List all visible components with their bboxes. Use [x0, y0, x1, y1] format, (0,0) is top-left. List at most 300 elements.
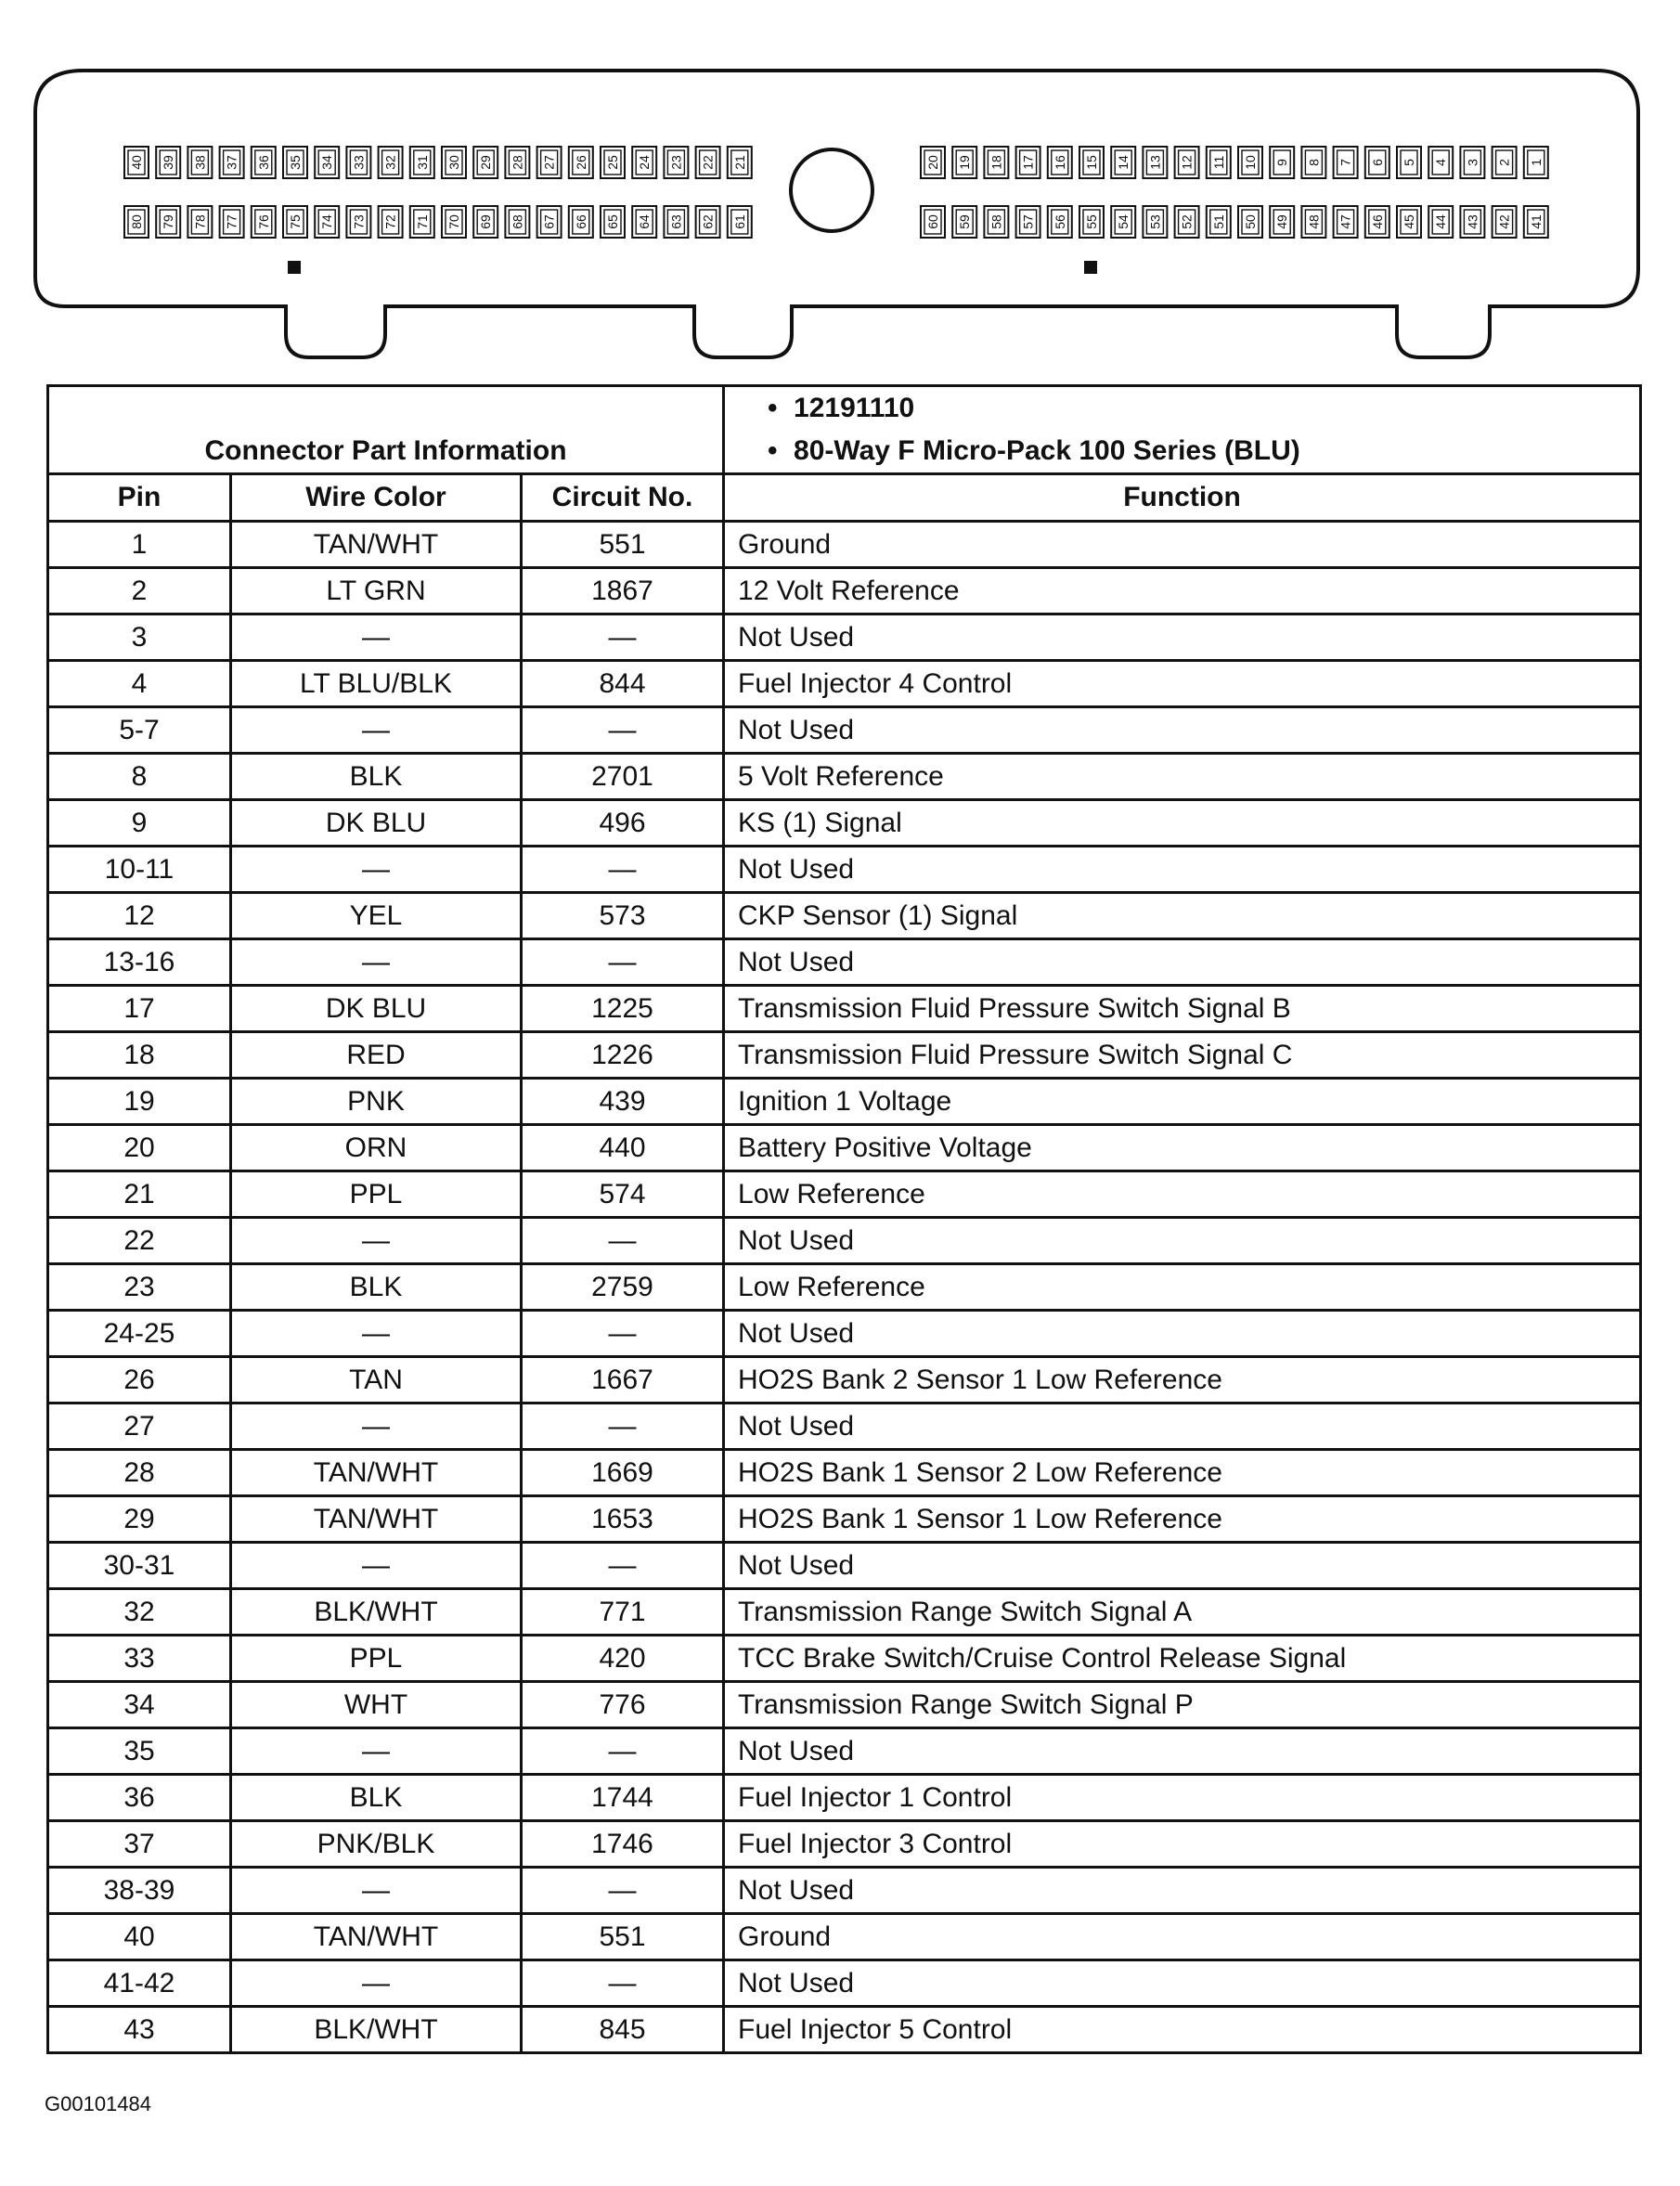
pin-number-label: 32 [382, 155, 398, 170]
circuit-cell: 1746 [522, 1821, 724, 1868]
pin-cavity [1365, 147, 1389, 178]
table-row [48, 1218, 1641, 1264]
pin-number-label: 28 [510, 155, 525, 170]
pin-number-label: 35 [288, 155, 303, 170]
circuit-cell: — [522, 1403, 724, 1450]
circuit-cell: 1226 [522, 1032, 724, 1079]
part-description: • 80-Way F Micro-Pack 100 Series (BLU) [768, 435, 1300, 466]
circuit-cell: 1653 [522, 1496, 724, 1543]
pin-cavity [601, 147, 625, 178]
pin-cavity [187, 206, 212, 238]
wire-color-cell: — [231, 1543, 522, 1589]
pin-number-label: 8 [1306, 159, 1322, 166]
pin-number-label: 46 [1369, 214, 1385, 229]
pin-cell: 5-7 [48, 707, 231, 754]
wire-color-cell: — [231, 939, 522, 986]
pin-cavity [664, 147, 688, 178]
pin-cavity [283, 147, 307, 178]
table-row [48, 707, 1641, 754]
pin-cavity [952, 147, 976, 178]
pin-cavity [473, 206, 498, 238]
pin-number-label: 52 [1179, 214, 1195, 229]
pin-cavity [1111, 147, 1135, 178]
function-cell: Not Used [724, 1311, 1641, 1357]
pin-cavity [921, 147, 945, 178]
function-cell: Transmission Fluid Pressure Switch Signal B [724, 986, 1641, 1032]
wire-color-cell: TAN [231, 1357, 522, 1403]
table-row [48, 1357, 1641, 1403]
pin-cavity [1175, 206, 1199, 238]
wire-color-cell: YEL [231, 893, 522, 939]
column-header-function: Function [724, 474, 1641, 522]
pin-number-label: 13 [1147, 155, 1163, 170]
table-row [48, 847, 1641, 893]
pin-cavity [505, 206, 529, 238]
pin-number-label: 5 [1402, 159, 1416, 166]
pin-number-label: 54 [1116, 214, 1131, 229]
circuit-cell: 776 [522, 1682, 724, 1728]
pin-number-label: 39 [161, 155, 176, 170]
pin-number-label: 63 [668, 214, 684, 229]
pin-number-label: 21 [731, 155, 747, 170]
function-cell: Ground [724, 522, 1641, 568]
pin-number-label: 59 [957, 214, 973, 229]
pin-cavity [156, 147, 180, 178]
function-cell: Not Used [724, 1960, 1641, 2007]
wire-color-cell: PPL [231, 1636, 522, 1682]
pin-number-label: 73 [351, 214, 367, 229]
wire-color-cell: — [231, 1868, 522, 1914]
pin-cavity [664, 206, 688, 238]
pin-cavity [1079, 147, 1104, 178]
pin-number-label: 3 [1465, 159, 1480, 166]
wire-color-cell: LT BLU/BLK [231, 661, 522, 707]
circuit-cell: — [522, 1218, 724, 1264]
pin-cavity [442, 147, 466, 178]
connector-diagram [0, 0, 1680, 371]
pin-cell: 30-31 [48, 1543, 231, 1589]
pin-number-label: 56 [1052, 214, 1067, 229]
pin-cell: 34 [48, 1682, 231, 1728]
circuit-cell: — [522, 847, 724, 893]
pin-cavity [537, 206, 562, 238]
pin-cell: 3 [48, 614, 231, 661]
table-row [48, 1496, 1641, 1543]
pin-cell: 9 [48, 800, 231, 847]
pin-cavity [442, 206, 466, 238]
pin-number-label: 58 [989, 214, 1004, 229]
pin-number-label: 71 [414, 214, 430, 229]
function-cell: Not Used [724, 847, 1641, 893]
pin-number-label: 4 [1433, 159, 1449, 166]
pin-number-label: 41 [1528, 214, 1544, 229]
table-row [48, 614, 1641, 661]
circuit-cell: — [522, 707, 724, 754]
pin-cavity [473, 147, 498, 178]
pin-cavity [124, 147, 149, 178]
circuit-cell: 1667 [522, 1357, 724, 1403]
wire-color-cell: TAN/WHT [231, 1450, 522, 1496]
function-cell: Not Used [724, 939, 1641, 986]
circuit-cell: 771 [522, 1589, 724, 1636]
pin-cavity [220, 147, 244, 178]
pin-cell: 17 [48, 986, 231, 1032]
table-row [48, 1960, 1641, 2007]
table-row [48, 1868, 1641, 1914]
pin-cavity [1397, 206, 1421, 238]
pin-cell: 4 [48, 661, 231, 707]
part-number: • 12191110 [768, 393, 915, 423]
circuit-cell: 551 [522, 522, 724, 568]
pin-cavity [1460, 206, 1484, 238]
pin-number-label: 50 [1243, 214, 1258, 229]
pin-cavity [410, 206, 434, 238]
pin-number-label: 61 [731, 214, 747, 229]
column-header-row [48, 474, 1641, 522]
pin-cell: 26 [48, 1357, 231, 1403]
circuit-cell: 573 [522, 893, 724, 939]
circuit-cell: 2759 [522, 1264, 724, 1311]
function-cell: Ground [724, 1914, 1641, 1960]
table-row [48, 1450, 1641, 1496]
table-row [48, 1775, 1641, 1821]
pin-number-label: 55 [1084, 214, 1099, 229]
table-row [48, 661, 1641, 707]
pin-cavity [124, 206, 149, 238]
pin-number-label: 14 [1116, 155, 1131, 170]
pin-number-label: 2 [1496, 159, 1512, 166]
wire-color-cell: — [231, 847, 522, 893]
wire-color-cell: WHT [231, 1682, 522, 1728]
wire-color-cell: BLK [231, 754, 522, 800]
wire-color-cell: PPL [231, 1171, 522, 1218]
function-cell: Ignition 1 Voltage [724, 1079, 1641, 1125]
wire-color-cell: BLK/WHT [231, 1589, 522, 1636]
pin-cavity [952, 206, 976, 238]
function-cell: Fuel Injector 1 Control [724, 1775, 1641, 1821]
pin-number-label: 1 [1528, 159, 1544, 166]
pin-number-label: 25 [605, 155, 620, 170]
circuit-cell: 1867 [522, 568, 724, 614]
pin-number-label: 47 [1338, 214, 1353, 229]
function-cell: Not Used [724, 1728, 1641, 1775]
pin-cell: 1 [48, 522, 231, 568]
pin-cavity [1270, 206, 1294, 238]
pin-number-label: 23 [668, 155, 684, 170]
table-row [48, 568, 1641, 614]
pin-cell: 33 [48, 1636, 231, 1682]
wire-color-cell: BLK [231, 1264, 522, 1311]
wire-color-cell: DK BLU [231, 986, 522, 1032]
circuit-cell: — [522, 1868, 724, 1914]
circuit-cell: 439 [522, 1079, 724, 1125]
pin-number-label: 17 [1020, 155, 1036, 170]
pin-cavity [1460, 147, 1484, 178]
wire-color-cell: PNK [231, 1079, 522, 1125]
pin-cavity [1524, 147, 1548, 178]
pin-cavity [1079, 206, 1104, 238]
pin-cell: 21 [48, 1171, 231, 1218]
pin-number-label: 60 [925, 214, 940, 229]
pin-cavity [1524, 206, 1548, 238]
pin-cell: 22 [48, 1218, 231, 1264]
pin-number-label: 7 [1338, 159, 1353, 166]
column-header-circuit-no: Circuit No. [522, 474, 724, 522]
function-cell: HO2S Bank 1 Sensor 2 Low Reference [724, 1450, 1641, 1496]
pin-cavity [1270, 147, 1294, 178]
circuit-cell: 496 [522, 800, 724, 847]
pin-cell: 41-42 [48, 1960, 231, 2007]
function-cell: 12 Volt Reference [724, 568, 1641, 614]
pin-number-label: 76 [255, 214, 271, 229]
wire-color-cell: — [231, 1960, 522, 2007]
pin-number-label: 34 [319, 155, 335, 170]
pin-cavity [1048, 206, 1072, 238]
pin-number-label: 43 [1465, 214, 1480, 229]
wire-color-cell: — [231, 1728, 522, 1775]
polarity-marker-right [1084, 261, 1097, 274]
pin-cavity [1397, 147, 1421, 178]
pin-number-label: 10 [1243, 155, 1258, 170]
pin-number-label: 75 [288, 214, 303, 229]
wire-color-cell: PNK/BLK [231, 1821, 522, 1868]
pin-cell: 32 [48, 1589, 231, 1636]
pin-cavity [1301, 206, 1325, 238]
pin-cavity [346, 206, 370, 238]
pin-number-label: 9 [1274, 159, 1290, 166]
circuit-cell: 551 [522, 1914, 724, 1960]
pin-number-label: 64 [637, 214, 653, 229]
table-row [48, 1682, 1641, 1728]
table-row [48, 1821, 1641, 1868]
table-row [48, 1914, 1641, 1960]
wire-color-cell: — [231, 1218, 522, 1264]
function-cell: Not Used [724, 1868, 1641, 1914]
circuit-cell: 574 [522, 1171, 724, 1218]
pin-cell: 35 [48, 1728, 231, 1775]
circuit-cell: — [522, 1543, 724, 1589]
wire-color-cell: BLK [231, 1775, 522, 1821]
function-cell: CKP Sensor (1) Signal [724, 893, 1641, 939]
pin-cavity [1016, 206, 1040, 238]
pin-cavity [1334, 147, 1358, 178]
function-cell: Transmission Range Switch Signal P [724, 1682, 1641, 1728]
function-cell: Low Reference [724, 1171, 1641, 1218]
pin-number-label: 65 [605, 214, 620, 229]
pin-cavity [1143, 147, 1167, 178]
wire-color-cell: — [231, 707, 522, 754]
function-cell: Not Used [724, 707, 1641, 754]
pin-cavity [1238, 206, 1262, 238]
table-row [48, 1032, 1641, 1079]
table-row [48, 1171, 1641, 1218]
pin-number-label: 74 [319, 214, 335, 229]
pin-cavity [1048, 147, 1072, 178]
pin-cavity [315, 206, 339, 238]
figure-id: G00101484 [45, 2092, 151, 2115]
pin-number-label: 49 [1274, 214, 1290, 229]
circuit-cell: — [522, 1960, 724, 2007]
pin-cavity [505, 147, 529, 178]
pin-cavity [1365, 206, 1389, 238]
pin-cavity [984, 206, 1008, 238]
pin-number-label: 62 [700, 214, 716, 229]
table-row [48, 1264, 1641, 1311]
pin-number-label: 31 [414, 155, 430, 170]
pin-number-label: 37 [224, 155, 239, 170]
column-header-wire-color: Wire Color [231, 474, 522, 522]
pin-number-label: 45 [1402, 214, 1416, 229]
table-row [48, 1636, 1641, 1682]
pin-number-label: 26 [573, 155, 588, 170]
table-row [48, 986, 1641, 1032]
wire-color-cell: BLK/WHT [231, 2007, 522, 2053]
pin-cavity [1238, 147, 1262, 178]
pin-number-label: 11 [1210, 155, 1226, 170]
pin-number-label: 69 [478, 214, 494, 229]
function-cell: Transmission Range Switch Signal A [724, 1589, 1641, 1636]
table-row [48, 522, 1641, 568]
circuit-cell: — [522, 614, 724, 661]
pin-number-label: 48 [1306, 214, 1322, 229]
pin-cavity [1493, 206, 1517, 238]
pin-number-label: 44 [1433, 214, 1449, 229]
circuit-cell: 2701 [522, 754, 724, 800]
pin-cell: 13-16 [48, 939, 231, 986]
pin-number-label: 42 [1496, 214, 1512, 229]
part-info-row [48, 386, 1641, 474]
wire-color-cell: TAN/WHT [231, 522, 522, 568]
pin-cell: 23 [48, 1264, 231, 1311]
wire-color-cell: — [231, 614, 522, 661]
pin-cell: 38-39 [48, 1868, 231, 1914]
pin-number-label: 51 [1210, 214, 1226, 229]
pin-cell: 24-25 [48, 1311, 231, 1357]
pin-cavity [696, 147, 720, 178]
pin-cavity [156, 206, 180, 238]
pin-number-label: 80 [129, 214, 144, 229]
pin-cavity [346, 147, 370, 178]
table-row [48, 2007, 1641, 2053]
circuit-cell: — [522, 1311, 724, 1357]
pin-number-label: 16 [1052, 155, 1067, 170]
pin-number-label: 30 [446, 155, 461, 170]
pin-cavity [1334, 206, 1358, 238]
wire-color-cell: LT GRN [231, 568, 522, 614]
function-cell: 5 Volt Reference [724, 754, 1641, 800]
pin-cavity [632, 206, 656, 238]
pin-number-label: 6 [1369, 159, 1385, 166]
pin-cell: 19 [48, 1079, 231, 1125]
function-cell: Battery Positive Voltage [724, 1125, 1641, 1171]
table-row [48, 1079, 1641, 1125]
pin-number-label: 53 [1147, 214, 1163, 229]
pin-number-label: 15 [1084, 155, 1099, 170]
pin-cell: 10-11 [48, 847, 231, 893]
circuit-cell: 1669 [522, 1450, 724, 1496]
pin-cavity [1428, 206, 1453, 238]
pin-cavity [1143, 206, 1167, 238]
pin-cavity [1301, 147, 1325, 178]
pin-cavity [220, 206, 244, 238]
wire-color-cell: — [231, 1403, 522, 1450]
table-row [48, 1125, 1641, 1171]
table-row [48, 1543, 1641, 1589]
circuit-cell: 844 [522, 661, 724, 707]
pin-number-label: 77 [224, 214, 239, 229]
table-row [48, 939, 1641, 986]
pin-cavity [1207, 206, 1231, 238]
function-cell: Fuel Injector 4 Control [724, 661, 1641, 707]
pin-cell: 27 [48, 1403, 231, 1450]
pin-number-label: 19 [957, 155, 973, 170]
key-circle [791, 149, 872, 231]
pin-number-label: 70 [446, 214, 461, 229]
table-row [48, 1728, 1641, 1775]
pin-cell: 8 [48, 754, 231, 800]
pin-cavity [728, 206, 752, 238]
circuit-cell: 440 [522, 1125, 724, 1171]
table-row [48, 754, 1641, 800]
pin-cell: 40 [48, 1914, 231, 1960]
pin-cavity [1111, 206, 1135, 238]
pin-number-label: 22 [700, 155, 716, 170]
pin-cavity [252, 206, 276, 238]
pin-number-label: 36 [255, 155, 271, 170]
pin-cavity [984, 147, 1008, 178]
pin-number-label: 72 [382, 214, 398, 229]
pin-number-label: 29 [478, 155, 494, 170]
pin-number-label: 79 [161, 214, 176, 229]
pin-number-label: 40 [129, 155, 144, 170]
pin-cavity [315, 147, 339, 178]
pin-number-label: 27 [541, 155, 557, 170]
wire-color-cell: TAN/WHT [231, 1496, 522, 1543]
pin-number-label: 78 [192, 214, 208, 229]
connector-part-info-label: Connector Part Information [48, 386, 724, 474]
function-cell: Fuel Injector 5 Control [724, 2007, 1641, 2053]
function-cell: Not Used [724, 1543, 1641, 1589]
pin-cavity [921, 206, 945, 238]
function-cell: Fuel Injector 3 Control [724, 1821, 1641, 1868]
pin-number-label: 38 [192, 155, 208, 170]
pinout-table [46, 384, 1642, 2054]
pin-cavity [728, 147, 752, 178]
pin-cavity [632, 147, 656, 178]
polarity-marker-left [288, 261, 301, 274]
pin-cell: 29 [48, 1496, 231, 1543]
pin-cell: 20 [48, 1125, 231, 1171]
pin-number-label: 24 [637, 155, 653, 170]
pin-cavity [252, 147, 276, 178]
pin-cavity [569, 206, 593, 238]
pin-cavity [601, 206, 625, 238]
pin-number-label: 57 [1020, 214, 1036, 229]
pin-cavity [187, 147, 212, 178]
pin-cavity [379, 206, 403, 238]
part-info-cell [724, 386, 1641, 474]
function-cell: Transmission Fluid Pressure Switch Signal C [724, 1032, 1641, 1079]
pin-cavity [1493, 147, 1517, 178]
function-cell: Not Used [724, 1403, 1641, 1450]
pin-cell: 28 [48, 1450, 231, 1496]
pin-cavity [537, 147, 562, 178]
wire-color-cell: RED [231, 1032, 522, 1079]
pin-number-label: 20 [925, 155, 940, 170]
pin-cavity [410, 147, 434, 178]
pin-number-label: 33 [351, 155, 367, 170]
function-cell: KS (1) Signal [724, 800, 1641, 847]
